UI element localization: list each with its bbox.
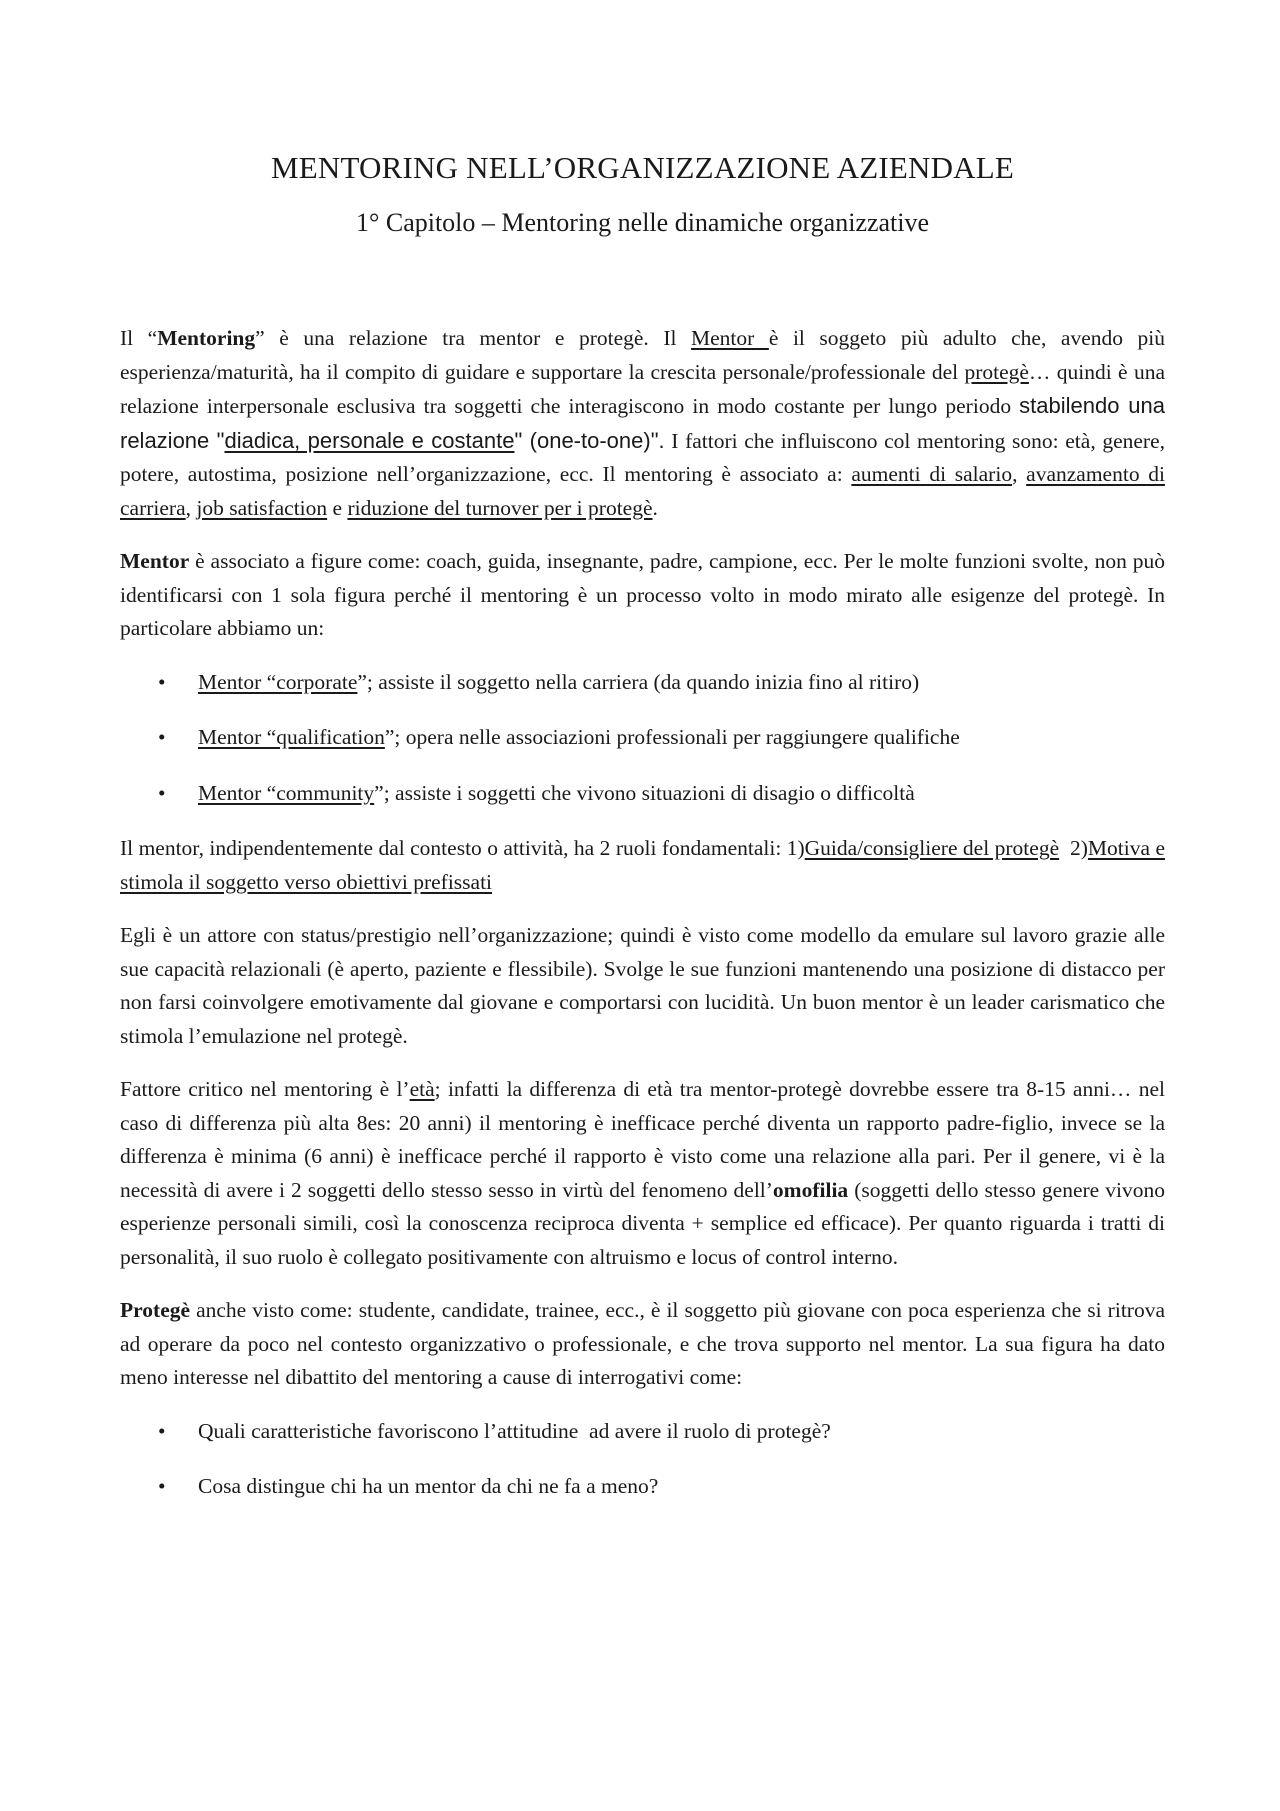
paragraph-mentoring-definition: Il “Mentoring” è una relazione tra mentor e protegè. Il Mentor è il soggeto più adulto che, avendo più esperienza/maturità, ha il compito di guidare e supportare la crescita personale/professionale del protegè… quindi è una relazione interpersonale esclusiva tra soggetti che interagiscono in modo costante per lungo periodo stabilendo una relazione "diadica, personale e costante" (one-to-one)". I fattori che influiscono col mentoring sono: età, genere, potere, autostima, posizione nell’organizzazione, ecc. Il mentoring è associato a: aumenti di salario, avanzamento di carriera, job satisfaction e riduzione del turnover per i protegè.: [120, 326, 1166, 520]
mentor-types-list: [120, 666, 1165, 811]
term-protege: protegè: [964, 359, 1029, 384]
list-item: • Mentor “community”; assiste i soggetti che vivono situazioni di disagio o difficoltà: [120, 777, 1165, 811]
paragraph-critical-factor: Fattore critico nel mentoring è l’età; infatti la differenza di età tra mentor-protegè dovrebbe essere tra 8-15 anni… nel caso di differenza più alta 8es: 20 anni) il mentoring è inefficace perché diventa un rapporto padre-figlio, invece se la differenza è minima (6 anni) è inefficace perché il rapporto è visto come una relazione alla pari. Per il genere, vi è la necessità di avere i 2 soggetti dello stesso sesso in virtù del fenomeno dell’omofilia (soggetti dello stesso genere vivono esperienze personali simili, così la conoscenza reciproca diventa + semplice ed efficace). Per quanto riguarda i tratti di personalità, il suo ruolo è collegato positivamente con altruismo e locus of control interno.: [120, 1077, 1165, 1269]
paragraph-mentor-roles: Il mentor, indipendentemente dal contesto o attività, ha 2 ruoli fondamentali: 1)Guida/consigliere del protegè 2)Motiva e stimola il soggetto verso obiettivi prefissati: [120, 836, 1165, 894]
list-item: • Mentor “qualification”; opera nelle associazioni professionali per raggiungere qualifiche: [120, 721, 1165, 755]
list-item: • Cosa distingue chi ha un mentor da chi ne fa a meno?: [120, 1470, 1165, 1504]
chapter-subtitle: 1° Capitolo – Mentoring nelle dinamiche organizzative: [355, 208, 930, 237]
list-item: • Mentor “corporate”; assiste il soggetto nella carriera (da quando inizia fino al ritiro): [120, 666, 1165, 700]
list-item: • Quali caratteristiche favoriscono l’attitudine ad avere il ruolo di protegè?: [120, 1415, 1165, 1449]
paragraph-protege: Protegè anche visto come: studente, candidate, trainee, ecc., è il soggetto più giovane con poca esperienza che si ritrova ad operare da poco nel contesto organizzativo o professionale, e che trova supporto nel mentor. La sua figura ha dato meno interesse nel dibattito del mentoring a cause di interrogativi come:: [120, 1298, 1165, 1389]
questions-list: [120, 1415, 1165, 1504]
term-mentoring: Mentoring: [157, 326, 256, 350]
document-title: MENTORING NELL’ORGANIZZAZIONE AZIENDALE: [270, 150, 1015, 185]
paragraph-mentor: Mentor è associato a figure come: coach, guida, insegnante, padre, campione, ecc. Per le molte funzioni svolte, non può identificarsi con 1 sola figura perché il mentoring è un processo volto in modo mirato alle esigenze del protegè. In particolare abbiamo un:: [120, 549, 1165, 640]
term-mentor: Mentor: [691, 326, 769, 350]
paragraph-mentor-status: Egli è un attore con status/prestigio nell’organizzazione; quindi è visto come modello da emulare sul lavoro grazie alle sue capacità relazionali (è aperto, paziente e flessibile). Svolge le sue funzioni mantenendo una posizione di distacco per non farsi coinvolgere emotivamente dal giovane e comportarsi con lucidità. Un buon mentor è un leader carismatico che stimola l’emulazione nel protegè.: [120, 923, 1165, 1048]
phrase-diadica: diadica, personale e costante: [224, 427, 515, 453]
